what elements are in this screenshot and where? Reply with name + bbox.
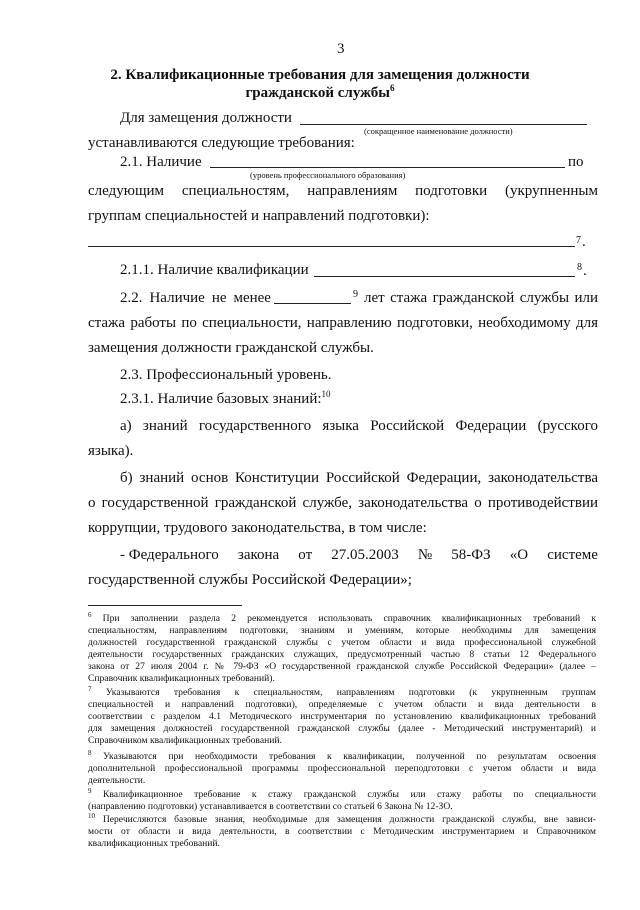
footnote-10-line3: квалификационных требований.: [88, 838, 220, 849]
word: 2.2.: [120, 290, 143, 306]
item-b-line2: о государственной гражданской службе, законодательства о противодействии: [88, 495, 598, 511]
footnote-ref-10: 10: [321, 389, 331, 399]
position-blank-line: [300, 124, 587, 125]
footnote-10-line2: мости от области и вида деятельности, в соответствии с Методическим инструментарием и Справочником: [88, 826, 596, 837]
fn-text: Указываются при необходимости требования к квалификации, полученной по результатам освоения: [103, 751, 596, 762]
footnote-6-line2: специальностям, направлениям подготовки, знаниям и умениям, которые необходимы для замещения: [88, 625, 596, 636]
req-2-2-line3: замещения должности гражданской службы.: [88, 340, 374, 356]
req-2-2-part-b: [364, 290, 598, 307]
requirements-intro: устанавливаются следующие требования:: [88, 135, 355, 151]
word: 58-ФЗ: [451, 547, 491, 563]
qualification-end: .: [583, 263, 587, 279]
word: - Федерального: [120, 547, 219, 563]
footnote-ref-6: 6: [390, 83, 395, 93]
footnote-6-line4: деятельности государственных гражданских служащих, предусмотренный частью 8 статьи 12 Федерального: [88, 649, 596, 660]
section-title-text: гражданской службы: [245, 85, 391, 101]
qualification-blank-line: [314, 276, 575, 277]
fn-ref-7: 7: [576, 235, 581, 246]
item-b-line1: б) знаний основ Конституции Российской Федерации, законодательства: [120, 470, 598, 486]
footnote-6-num: 6: [88, 610, 92, 619]
req-2-1-1-label: 2.1.1. Наличие квалификации: [120, 262, 309, 278]
experience-years-blank: [274, 303, 351, 304]
item-b-line3: коррупции, трудового законодательства, в том числе:: [88, 520, 427, 536]
word: подготовки: [415, 183, 488, 199]
section-title-line1: 2. Квалификационные требования для замещения должности: [110, 67, 530, 83]
footnote-9-line1: [88, 786, 596, 801]
req-2-3-1: [120, 391, 331, 408]
word: (укрупненным: [505, 183, 598, 199]
word: следующим: [88, 183, 165, 199]
footnote-8-line2: дополнительной профессиональной программы профессиональной переподготовки с учетом области и вида: [88, 763, 596, 774]
law-line1: [120, 547, 598, 564]
req-2-3-1-text: 2.3.1. Наличие базовых знаний:: [120, 391, 322, 407]
word: специальностям,: [181, 183, 290, 199]
footnote-7-line4: для замещения должностей государственной гражданской службы (далее - Методический инструментарий) и: [88, 723, 596, 734]
footnote-6-line5: закона от 27 июля 2004 г. № 79-ФЗ «О государственной гражданской службе Российской Федерации» (далее –: [88, 661, 596, 672]
footnote-6-line6: Справочник квалификационных требований).: [88, 673, 275, 684]
footnote-8-line3: деятельности.: [88, 775, 146, 786]
footnote-8-num: 8: [88, 748, 92, 757]
specialties-end: .: [582, 234, 586, 250]
position-hint: (сокращенное наименование должности): [364, 126, 513, 136]
footnote-10-num: 10: [88, 811, 95, 820]
fn-text: Перечисляются базовые знания, необходимые для замещения должности гражданской службы, вне зависи-: [102, 814, 596, 825]
word: закона: [237, 547, 280, 563]
page-number: 3: [337, 41, 345, 57]
req-2-2-line2: стажа работы по специальности, направлению подготовки, необходимому для: [88, 315, 598, 331]
req-2-2-part-a: [120, 290, 271, 307]
footnote-ref-7: [576, 232, 581, 249]
word: системе: [547, 547, 598, 563]
word: службы: [519, 290, 570, 306]
footnote-7-line1: [88, 684, 596, 699]
req-2-1-tail: по: [568, 154, 584, 170]
fn-ref-8: 8: [577, 262, 582, 273]
footnote-8-line1: [88, 748, 596, 763]
footnote-9-num: 9: [88, 786, 92, 795]
law-line2: государственной службы Российской Федерации»;: [88, 572, 412, 588]
word: Наличие: [149, 290, 205, 306]
footnote-ref-9: [353, 286, 358, 303]
word: 27.05.2003: [331, 547, 399, 563]
fn-text: При заполнении раздела 2 рекомендуется использовать справочник квалификационных требований к: [102, 613, 596, 624]
footnote-10-line1: [88, 811, 596, 826]
word: от: [298, 547, 313, 563]
fn-ref-9: 9: [353, 289, 358, 300]
footnote-ref-8: [577, 259, 582, 276]
req-2-1-line3: группам специальностей и направлений подготовки):: [88, 208, 430, 224]
item-a-line2: языка).: [88, 443, 134, 459]
footnote-6-line1: [88, 610, 596, 625]
specialties-blank-line: [88, 246, 575, 247]
req-2-3: 2.3. Профессиональный уровень.: [120, 367, 332, 383]
footnote-separator: [88, 605, 242, 606]
footnote-9-line2: (направлению подготовки) устанавливается в соответствии со статьей 6 Закона № 12-ЗО.: [88, 801, 453, 812]
footnote-6-line3: должностей государственной гражданской службы с учетом области и вида профессиональной служебной: [88, 637, 596, 648]
education-hint: (уровень профессионального образования): [250, 170, 406, 180]
word: менее: [233, 290, 271, 306]
item-a-line1: а) знаний государственного языка Российской Федерации (русского: [120, 418, 598, 434]
word: направлениям: [307, 183, 398, 199]
education-blank-line: [210, 167, 565, 168]
footnote-7-num: 7: [88, 684, 92, 693]
word: лет: [364, 290, 385, 306]
word: №: [417, 547, 433, 563]
word: или: [574, 290, 598, 306]
req-2-1-label: 2.1. Наличие: [120, 154, 202, 170]
req-2-1-line2: [88, 183, 598, 200]
footnote-7-line3: соответствии с разделом 4.1 Методического инструментария по установлению квалификационных требований: [88, 711, 596, 722]
word: не: [211, 290, 227, 306]
word: «О: [509, 547, 529, 563]
fn-text: Квалификационное требование к стажу гражданской службы или стажу работы по специальности: [102, 789, 596, 800]
footnote-7-line2: специальностей и направлений подготовки), определяемые с учетом области и вида деятельности в: [88, 699, 596, 710]
word: гражданской: [432, 290, 515, 306]
footnote-7-line5: Справочником квалификационных требований.: [88, 735, 282, 746]
fn-text: Указываются требования к специальностям, направлениям подготовки (к укрупненным группам: [105, 687, 596, 698]
word: стажа: [390, 290, 428, 306]
section-title-line2: [0, 84, 640, 102]
position-label: Для замещения должности: [120, 110, 292, 126]
